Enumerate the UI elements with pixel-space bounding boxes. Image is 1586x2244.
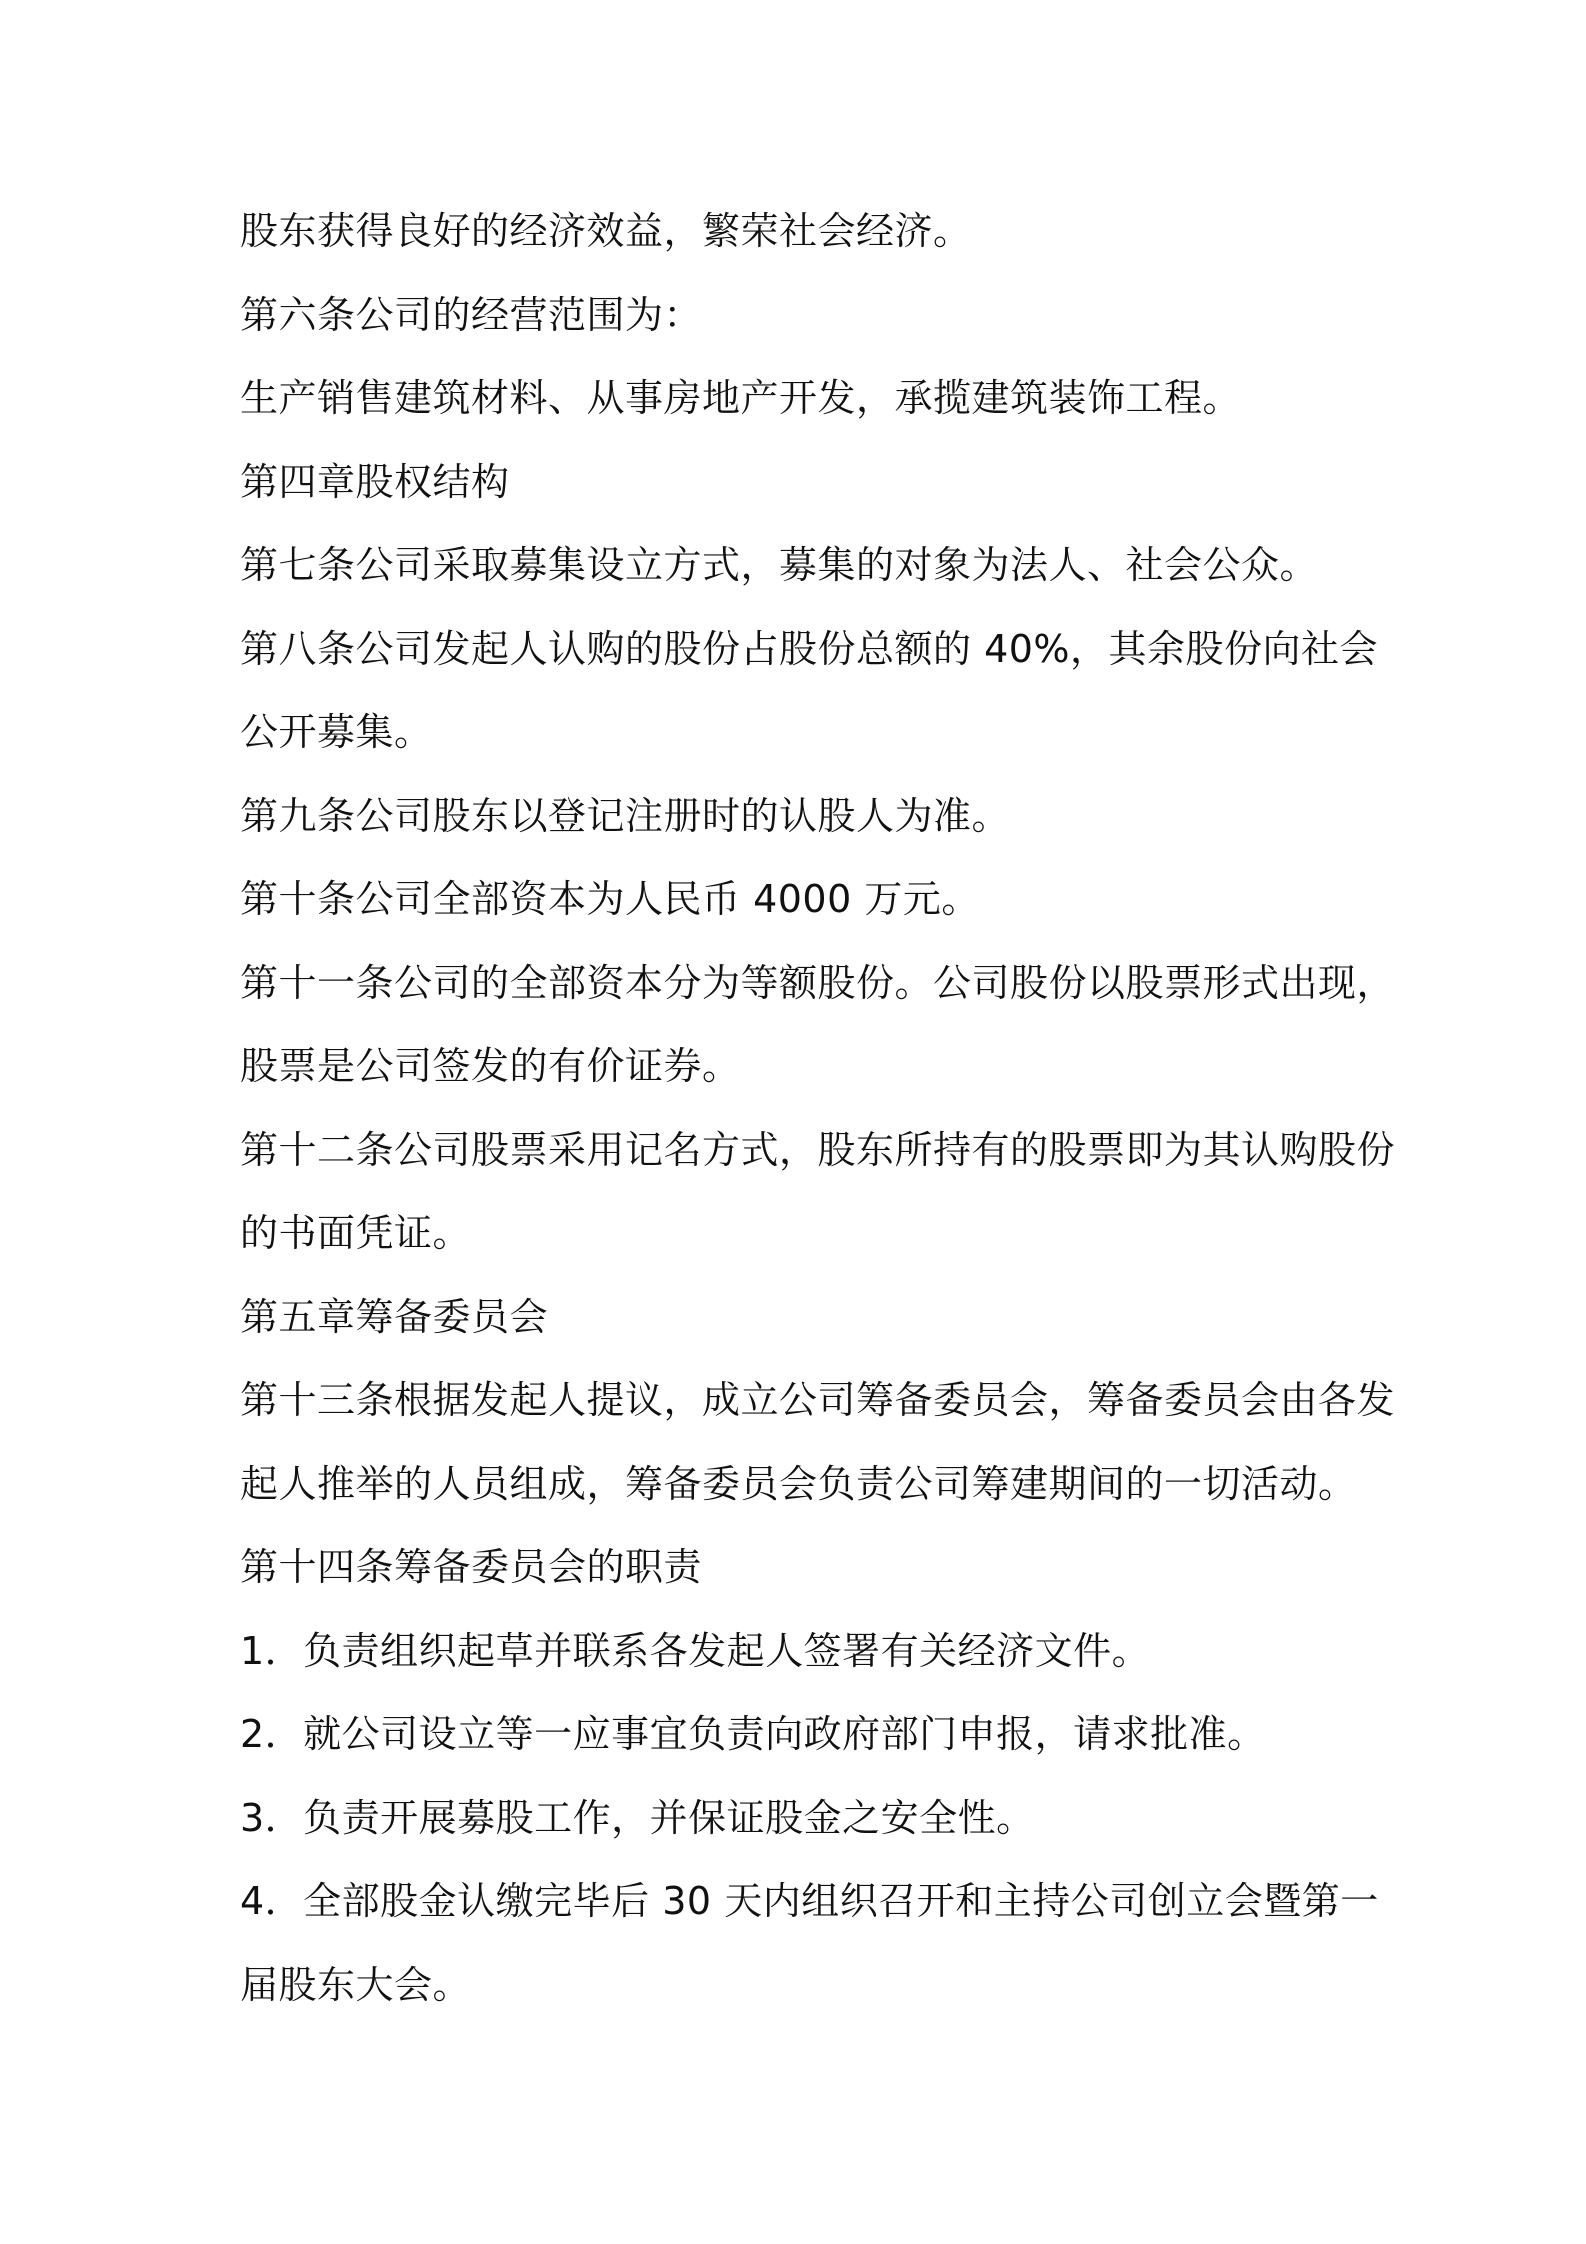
text-line: 第十条公司全部资本为人民币 4000 万元。	[240, 877, 980, 921]
article-heading: 第六条公司的经营范围为：	[240, 292, 703, 337]
list-item: 4．全部股金认缴完毕后 30 天内组织召开和主持公司创立会暨第一	[240, 1879, 1379, 1923]
list-item: 1．负责组织起草并联系各发起人签署有关经济文件。	[240, 1628, 1151, 1673]
list-item: 2．就公司设立等一应事宜负责向政府部门申报，请求批准。	[240, 1712, 1266, 1756]
document-body	[240, 190, 1396, 2027]
list-item: 3．负责开展募股工作，并保证股金之安全性。	[240, 1795, 1035, 1840]
text-line: 第十二条公司股票采用记名方式，股东所持有的股票即为其认购股份	[240, 1127, 1396, 1172]
text-line: 股票是公司签发的有价证券。	[240, 1044, 741, 1088]
article-heading: 第十四条筹备委员会的职责	[240, 1545, 703, 1589]
text-line: 生产销售建筑材料、从事房地产开发，承揽建筑装饰工程。	[240, 376, 1242, 420]
text-line: 的书面凭证。	[240, 1211, 472, 1255]
text-line: 公开募集。	[240, 710, 433, 754]
text-line: 起人推举的人员组成，筹备委员会负责公司筹建期间的一切活动。	[240, 1461, 1357, 1506]
text-line: 第七条公司采取募集设立方式，募集的对象为法人、社会公众。	[240, 543, 1319, 587]
text-line: 届股东大会。	[240, 1962, 472, 2007]
text-line: 股东获得良好的经济效益，繁荣社会经济。	[240, 209, 972, 253]
text-line: 第九条公司股东以登记注册时的认股人为准。	[240, 793, 1011, 838]
chapter-heading: 第四章股权结构	[240, 459, 510, 504]
chapter-heading: 第五章筹备委员会	[240, 1294, 549, 1339]
text-line: 第十一条公司的全部资本分为等额股份。公司股份以股票形式出现，	[240, 960, 1396, 1005]
text-line: 第八条公司发起人认购的股份占股份总额的 40%，其余股份向社会	[240, 626, 1379, 671]
text-line: 第十三条根据发起人提议，成立公司筹备委员会，筹备委员会由各发	[240, 1378, 1396, 1422]
